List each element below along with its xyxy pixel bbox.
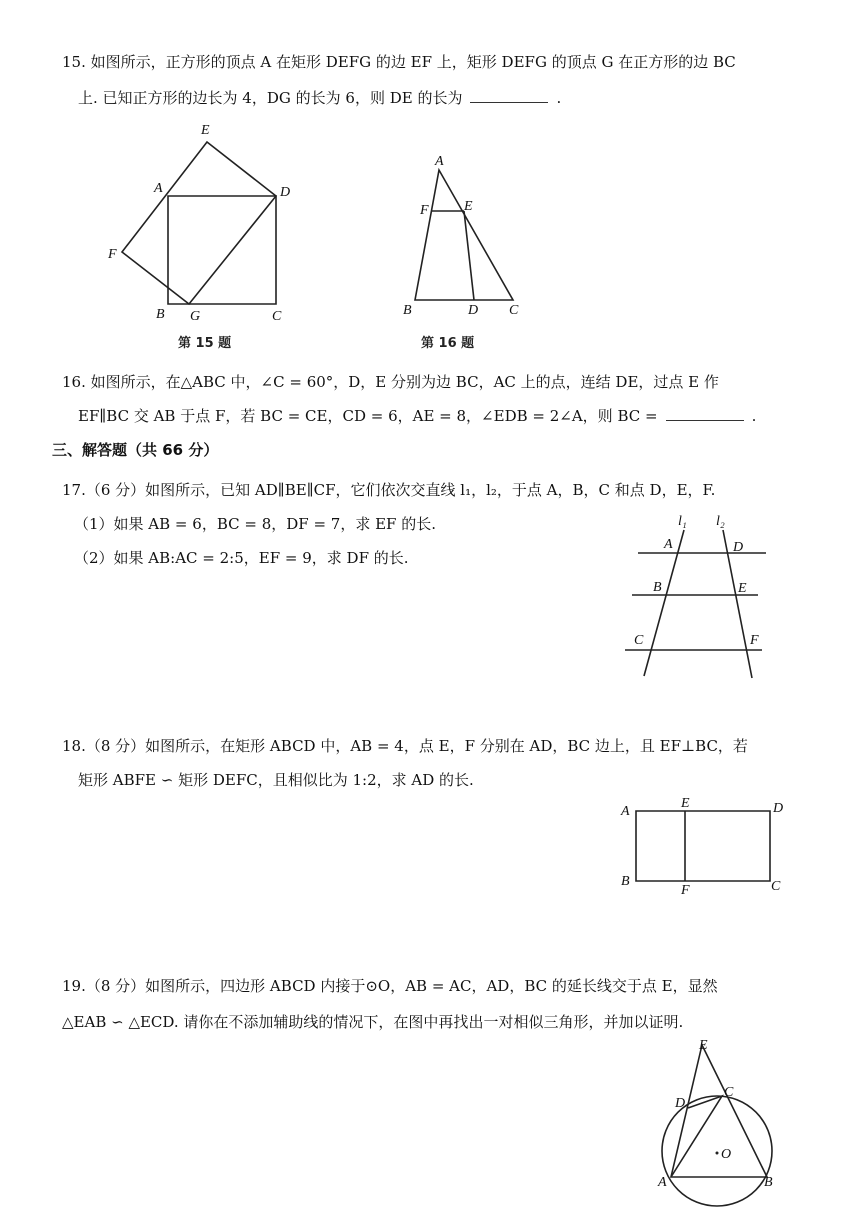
fig17-label-E: E bbox=[738, 581, 747, 596]
figure-17 bbox=[620, 510, 770, 690]
figure-16 bbox=[395, 150, 535, 356]
fig17-label-l1: l₁ bbox=[678, 514, 687, 529]
q16-answer-blank bbox=[666, 406, 744, 421]
fig19-label-D: D bbox=[675, 1096, 686, 1111]
q15-line2-text: 上. 已知正方形的边长为 4，DG 的长为 6，则 DE 的长为 bbox=[78, 89, 463, 107]
fig19-circle bbox=[662, 1096, 772, 1206]
q16-line2 bbox=[78, 406, 756, 426]
fig15-rectangle bbox=[122, 142, 276, 304]
fig16-label-F: F bbox=[420, 203, 429, 218]
q16-line2-end: . bbox=[751, 407, 757, 425]
figure-18 bbox=[616, 790, 796, 900]
fig19-center-dot bbox=[716, 1152, 719, 1155]
q16-line2-text: EF∥BC 交 AB 于点 F，若 BC = CE，CD = 6，AE = 8，∠EDB = 2∠A，则 BC = bbox=[78, 407, 658, 425]
fig15-square bbox=[168, 196, 276, 304]
fig16-label-E: E bbox=[464, 199, 473, 214]
fig17-label-F: F bbox=[750, 633, 759, 648]
fig18-label-F: F bbox=[681, 883, 690, 898]
q18-line1: 18.（8 分）如图所示，在矩形 ABCD 中，AB = 4，点 E，F 分别在 AD，BC 边上，且 EF⊥BC，若 bbox=[62, 737, 748, 755]
fig17-label-l2: l₂ bbox=[716, 514, 725, 529]
q17-part2: （2）如果 AB:AC = 2:5，EF = 9，求 DF 的长. bbox=[74, 549, 409, 567]
fig18-label-B: B bbox=[621, 874, 630, 889]
fig17-label-C: C bbox=[634, 633, 644, 648]
fig15-label-C: C bbox=[272, 309, 282, 324]
fig19-triangle-EAB bbox=[671, 1045, 767, 1177]
fig18-label-C: C bbox=[771, 879, 781, 894]
fig15-caption: 第 15 题 bbox=[178, 336, 232, 351]
q16-line1: 16. 如图所示，在△ABC 中，∠C = 60°，D，E 分别为边 BC，AC 上的点，连结 DE，过点 E 作 bbox=[62, 373, 719, 391]
fig19-label-A: A bbox=[658, 1175, 667, 1190]
q18-line2: 矩形 ABFE ∽ 矩形 DEFC，且相似比为 1:2，求 AD 的长. bbox=[78, 771, 474, 789]
fig15-label-F: F bbox=[108, 247, 117, 262]
fig18-rectangle bbox=[636, 811, 770, 881]
fig15-label-A: A bbox=[154, 181, 163, 196]
figure-19 bbox=[650, 1035, 790, 1215]
q19-line1: 19.（8 分）如图所示，四边形 ABCD 内接于⊙O，AB = AC，AD，BC 的延长线交于点 E，显然 bbox=[62, 977, 718, 995]
fig16-label-A: A bbox=[435, 154, 444, 169]
fig18-label-E: E bbox=[681, 796, 690, 811]
fig19-label-E: E bbox=[699, 1038, 708, 1053]
fig17-label-A: A bbox=[664, 537, 673, 552]
section-3-heading: 三、解答题（共 66 分） bbox=[52, 441, 219, 459]
q19-line2: △EAB ∽ △ECD. 请你在不添加辅助线的情况下，在图中再找出一对相似三角形，并加以证明. bbox=[62, 1013, 684, 1031]
q17-line1: 17.（6 分）如图所示，已知 AD∥BE∥CF，它们依次交直线 l₁，l₂，于点 A，B，C 和点 D，E，F. bbox=[62, 481, 716, 499]
fig19-label-O: O bbox=[721, 1147, 732, 1162]
fig16-label-D: D bbox=[468, 303, 479, 318]
fig15-label-D: D bbox=[280, 185, 291, 200]
q17-part1: （1）如果 AB = 6，BC = 8，DF = 7，求 EF 的长. bbox=[74, 515, 436, 533]
fig17-label-B: B bbox=[653, 580, 662, 595]
fig18-label-D: D bbox=[773, 801, 784, 816]
fig19-label-B: B bbox=[764, 1175, 773, 1190]
fig16-label-B: B bbox=[403, 303, 412, 318]
fig15-label-B: B bbox=[156, 307, 165, 322]
figure-15 bbox=[100, 118, 310, 356]
fig16-label-C: C bbox=[509, 303, 519, 318]
fig15-label-E: E bbox=[201, 123, 210, 138]
q15-line1: 15. 如图所示，正方形的顶点 A 在矩形 DEFG 的边 EF 上，矩形 DEFG 的顶点 G 在正方形的边 BC bbox=[62, 53, 736, 71]
fig19-label-C: C bbox=[724, 1085, 734, 1100]
fig17-label-D: D bbox=[733, 540, 744, 555]
fig18-label-A: A bbox=[621, 804, 630, 819]
fig16-segment-ED bbox=[464, 211, 474, 300]
q15-answer-blank bbox=[470, 88, 548, 103]
q15-line2-end: . bbox=[556, 89, 562, 107]
fig16-caption: 第 16 题 bbox=[421, 336, 475, 351]
q15-line2 bbox=[78, 88, 561, 108]
fig15-label-G: G bbox=[190, 309, 201, 324]
fig16-triangle bbox=[415, 170, 513, 300]
